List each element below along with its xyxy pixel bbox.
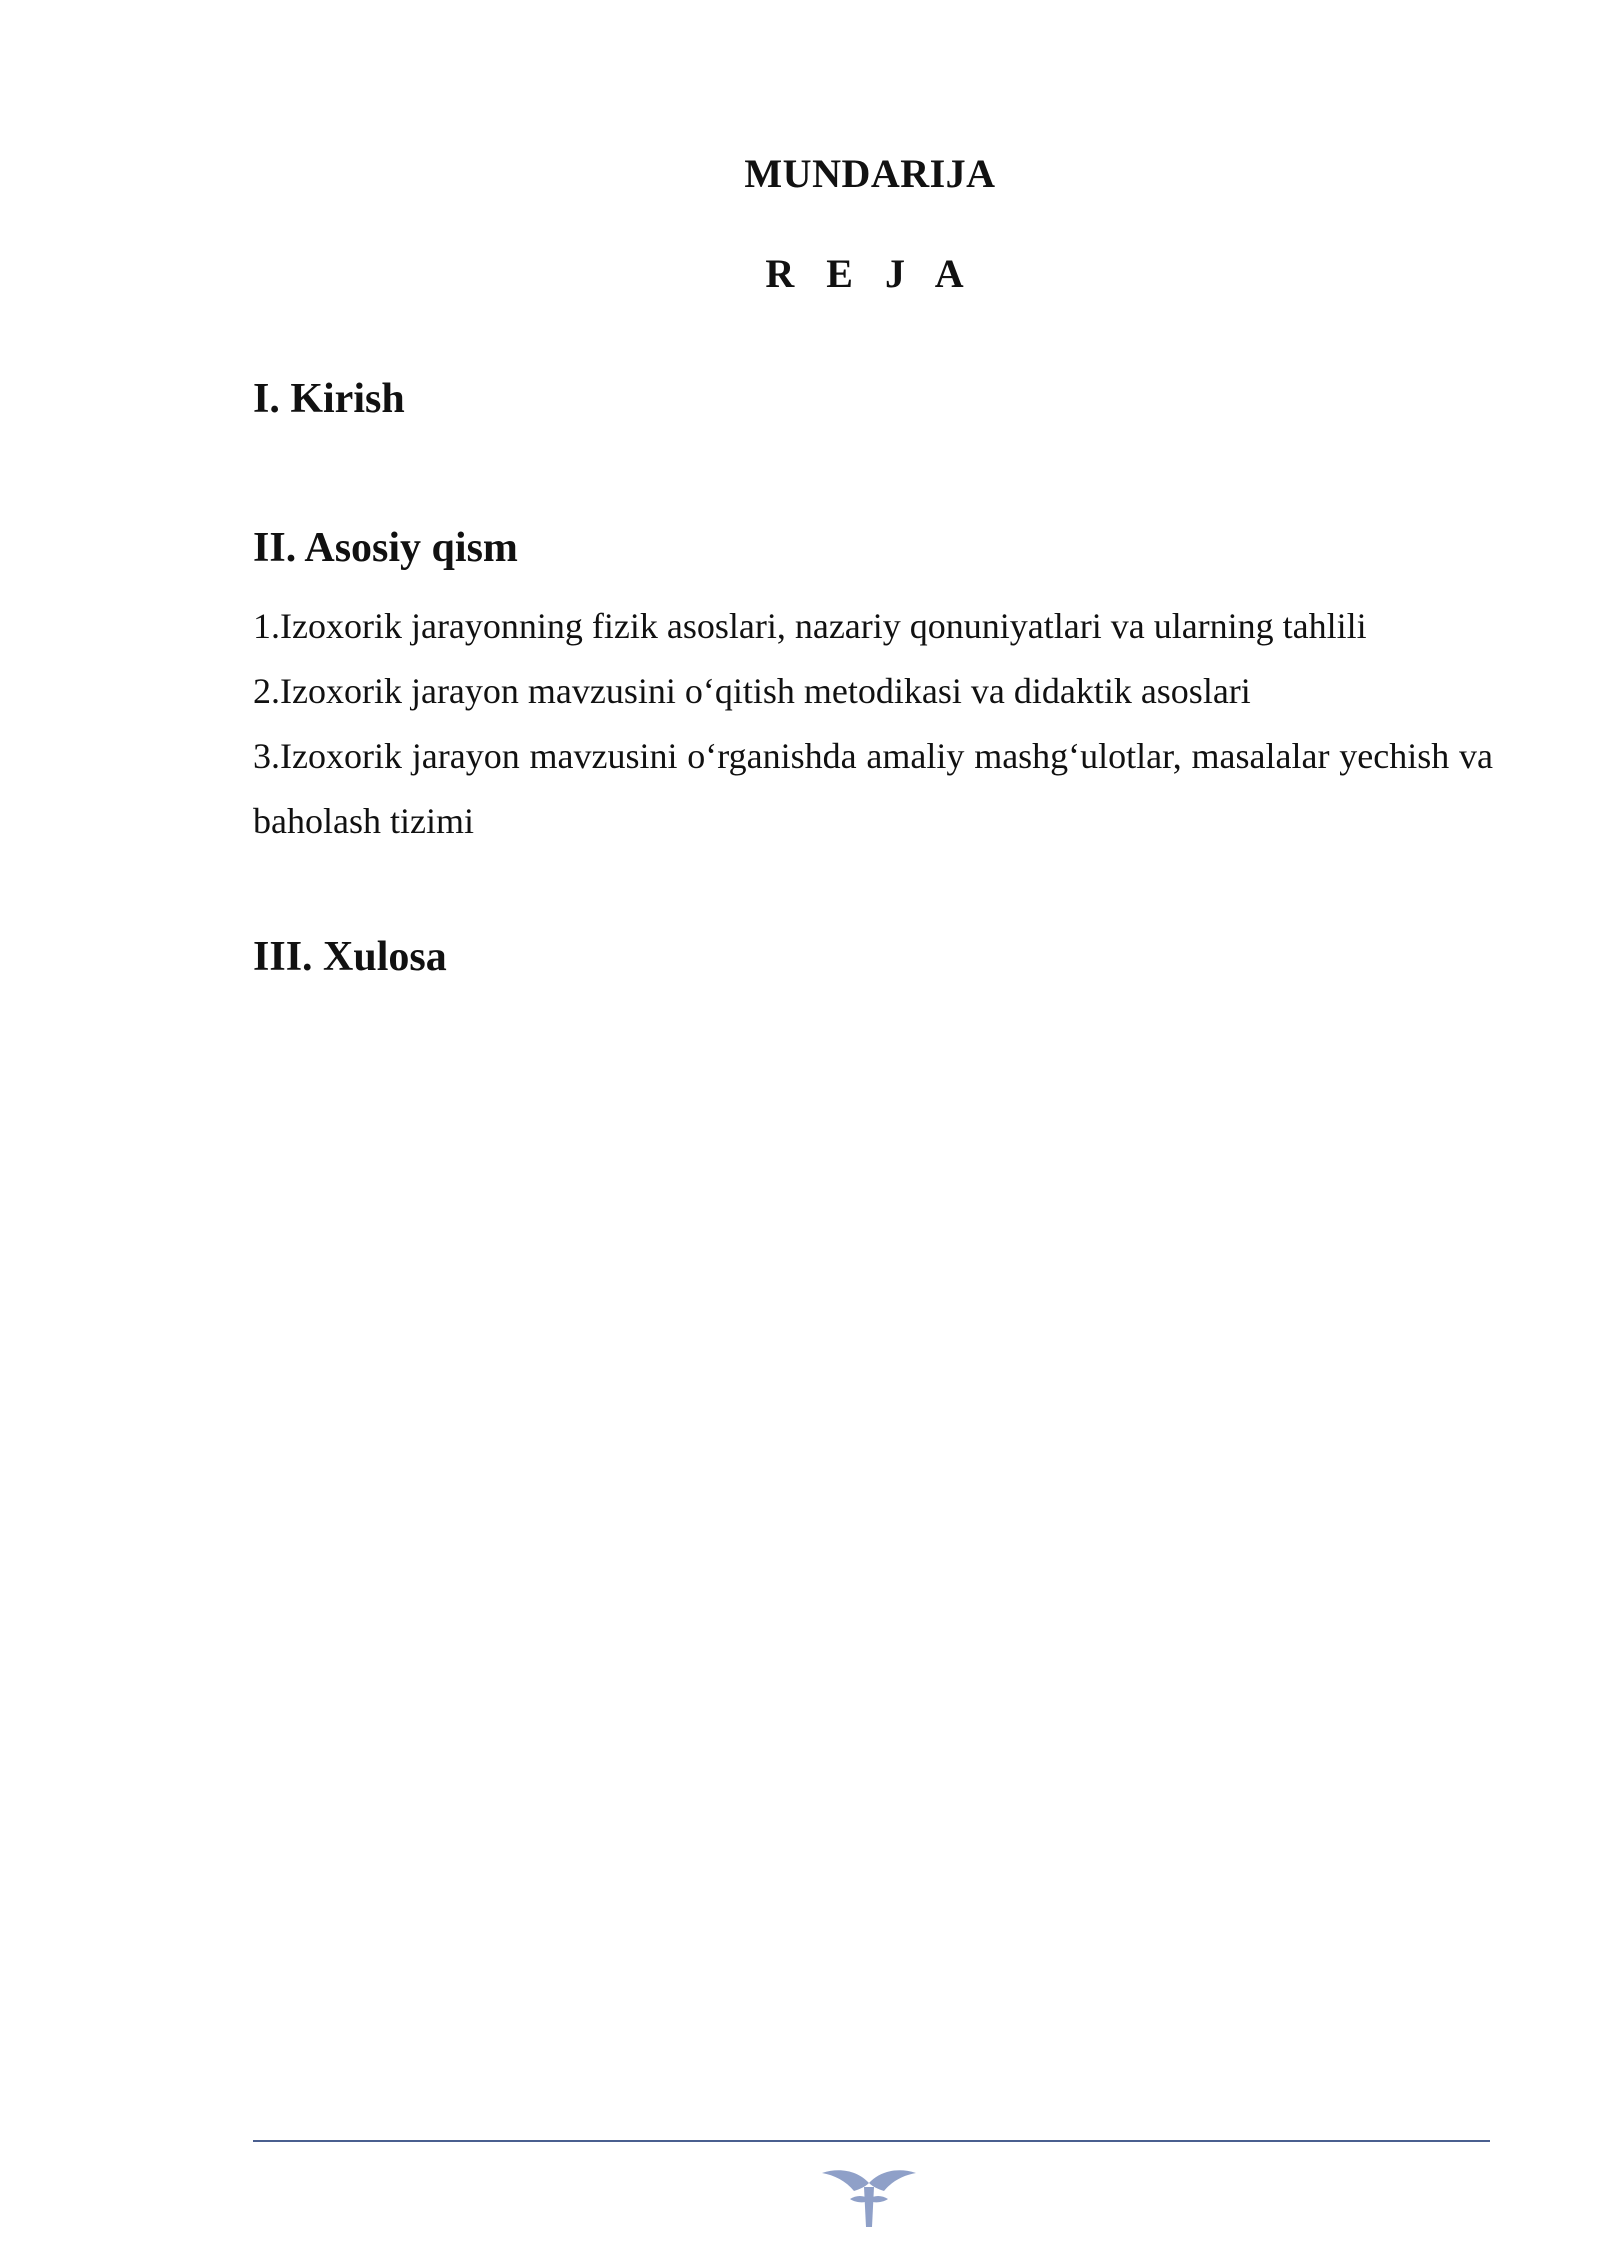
- section-conclusion-heading: III. Xulosa: [253, 934, 447, 980]
- page-heading: MUNDARIJA: [744, 151, 996, 196]
- main-section-list: [253, 594, 1493, 854]
- page-subheading: R E J A: [765, 251, 975, 296]
- list-item: 1.Izoxorik jarayonning fizik asoslari, nazariy qonuniyatlari va ularning tahlili: [253, 606, 1367, 646]
- floral-ornament-icon: [820, 2165, 918, 2231]
- footer-divider: [253, 2140, 1490, 2142]
- list-item: 2.Izoxorik jarayon mavzusini o‘qitish metodikasi va didaktik asoslari: [253, 671, 1251, 711]
- section-intro-heading: I. Kirish: [253, 376, 405, 422]
- list-item: 3.Izoxorik jarayon mavzusini o‘rganishda amaliy mashg‘ulotlar, masalalar yechish va baholash tizimi: [253, 736, 1493, 841]
- section-main-heading: II. Asosiy qism: [253, 525, 518, 571]
